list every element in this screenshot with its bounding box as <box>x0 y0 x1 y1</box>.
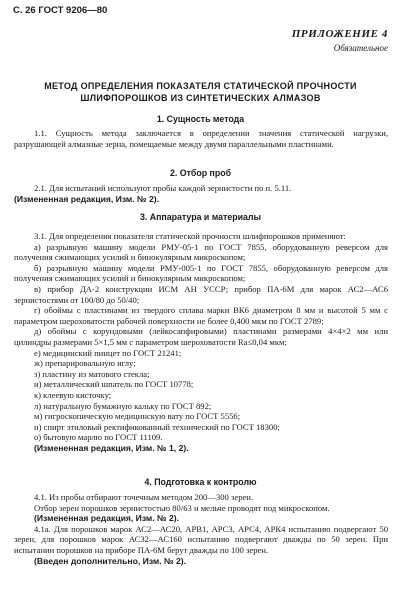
edit-note: (Измененная редакция, Изм. № 2). <box>14 193 160 204</box>
edit-note: (Введен дополнительно, Изм. № 2). <box>34 555 187 566</box>
section-4-heading: 4. Подготовка к контролю <box>144 477 257 487</box>
list-item: ж) препарировальную иглу; <box>34 358 136 369</box>
paragraph: 1.1. Сущность метода заключается в определении значения статической нагрузки, разрушающей алмазные зерна, помещаемые между двумя параллельными пластинами. <box>14 128 388 149</box>
appendix-status: Обязательное <box>333 42 388 53</box>
appendix-title: ПРИЛОЖЕНИЕ 4 <box>291 28 388 40</box>
list-item: о) бытовую марлю по ГОСТ 11109. <box>34 432 163 443</box>
list-item: е) медицинский пинцет по ГОСТ 21241; <box>34 347 182 358</box>
paragraph: 4.1а. Для порошков марок АС2—АС20, АРВ1, АРС3, АРС4, АРК4 испытанию подвергают 50 зерен, для порошков марок АС32—АС160 испытанию подвергают дважды по 50 зерен. При испытании порошков на приборе ПА-6М берут дважды по 100 зерен. <box>14 523 388 555</box>
list-item: н) спирт этиловый ректификованный технический по ГОСТ 18300; <box>34 421 280 432</box>
list-item: з) пластину из матового стекла; <box>34 368 150 379</box>
list-item: д) обоймы с корундовыми (лейкосапфировыми) пластинами размерами 4×4×2 мм или цилиндры размерами 5×1,5 мм с параметром шероховатости Ra≤0,04 мкм; <box>14 326 388 347</box>
paragraph: Отбор зерен порошков зернистостью 80/63 и мельче проводят под микроскопом. <box>34 502 330 513</box>
list-item: л) натуральную бумажную кальку по ГОСТ 892; <box>34 400 212 411</box>
list-item: к) клеевую кисточку; <box>34 389 112 400</box>
list-item: а) разрывную машину модели РМУ-05-1 по ГОСТ 7855, оборудованную реверсом для получения сжимающих усилий и бинокулярным микроскопом; <box>14 241 388 263</box>
list-item: г) обоймы с пластинами из твердого сплава марки ВК6 диаметром 8 мм и высотой 5 мм с параметром шероховатости рабочей поверхности не более 0,400 мкм по ГОСТ 2789; <box>14 305 388 326</box>
edit-note: (Измененная редакция, Изм. № 2). <box>34 513 180 524</box>
section-3-heading: 3. Аппаратура и материалы <box>139 212 262 222</box>
edit-note: (Измененная редакция, Изм. № 1, 2). <box>34 442 189 453</box>
title-line-1: МЕТОД ОПРЕДЕЛЕНИЯ ПОКАЗАТЕЛЯ СТАТИЧЕСКОЙ ПРОЧНОСТИ <box>44 81 357 91</box>
list-item: в) прибор ДА-2 конструкции ИСМ АН УССР; прибор ПА-6М для марок АС2—АС6 зернистостями от 100/80 до 50/40; <box>14 283 388 305</box>
section-4-body <box>14 492 388 566</box>
document-title <box>20 80 381 104</box>
title-line-2: ШЛИФПОРОШКОВ ИЗ СИНТЕТИЧЕСКИХ АЛМАЗОВ <box>80 93 321 103</box>
section-2-body <box>14 183 388 204</box>
page-reference: С. 26 ГОСТ 9206—80 <box>13 5 108 16</box>
appendix-label <box>292 29 388 53</box>
section-1-body <box>14 128 388 149</box>
section-2-heading: 2. Отбор проб <box>169 168 232 178</box>
paragraph: 2.1. Для испытаний используют пробы каждой зернистости по п. 5.11. <box>34 183 292 193</box>
paragraph: 3.1. Для определения показателя статической прочности шлифпорошков применяют: <box>34 231 346 241</box>
list-item: б) разрывную машину модели РМУ-005-1 по ГОСТ 7855, оборудованную реверсом для получения сжимающих усилий и бинокулярным микроскопом; <box>14 262 388 284</box>
list-item: и) металлический шпатель по ГОСТ 10778; <box>34 379 194 390</box>
list-item: м) гигроскопическую медицинскую вату по ГОСТ 5556; <box>34 411 241 422</box>
section-1-heading: 1. Сущность метода <box>156 114 245 124</box>
paragraph: 4.1. Из пробы отбирают точечным методом 200—300 зерен. <box>34 492 254 502</box>
section-3-body <box>14 231 388 453</box>
